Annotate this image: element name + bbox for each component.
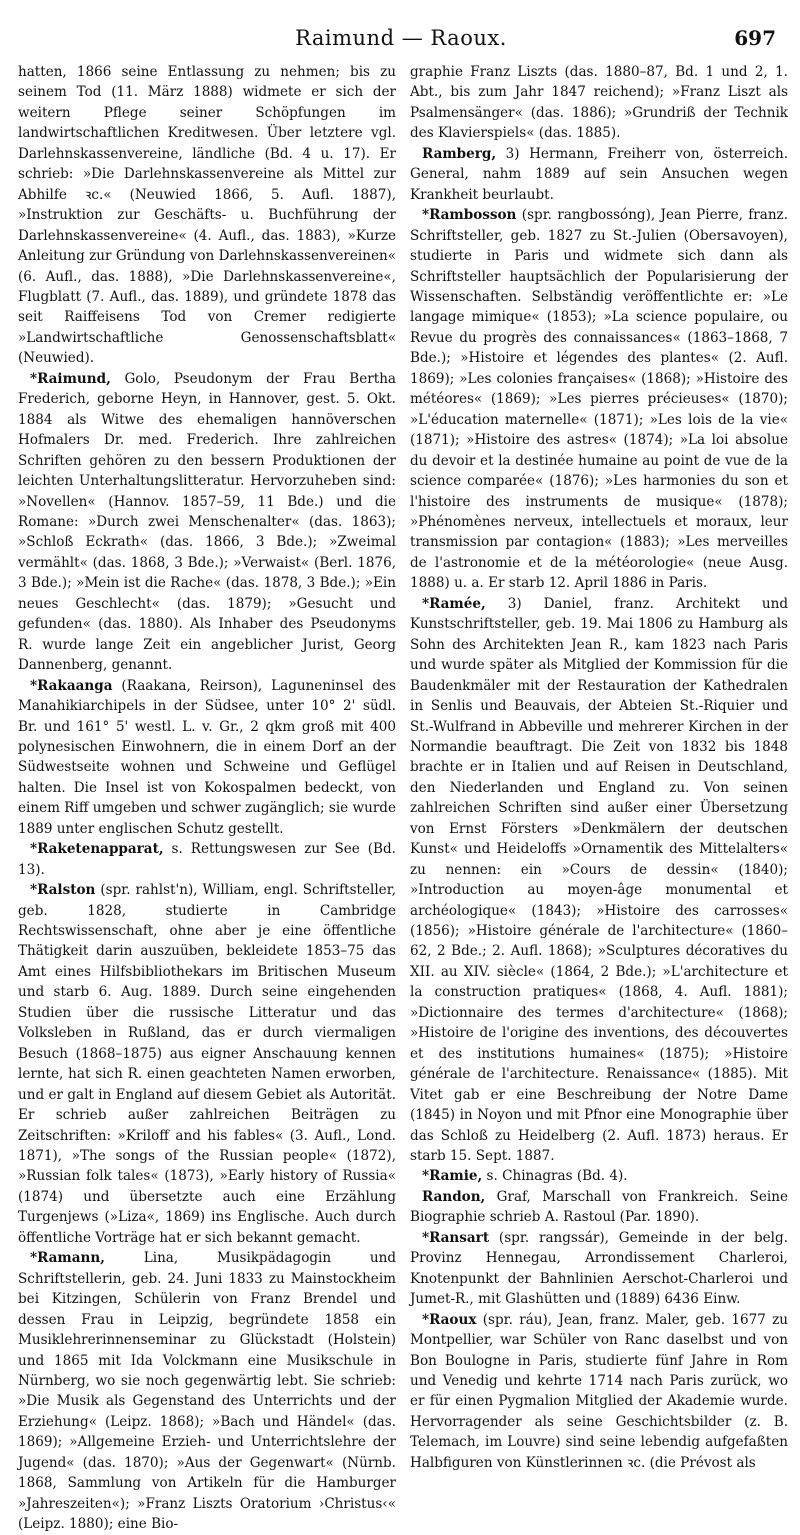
entry-raimund [18, 369, 396, 676]
entry-ramee [410, 594, 788, 1167]
entry-headword: Ramberg, [422, 145, 497, 162]
entry-text: s. Rettungswesen zur See (Bd. 13). [18, 841, 396, 878]
running-head [18, 14, 784, 50]
entry-text: (spr. rangssár), Gemeinde in der belg. Provinz Hennegau, Arrondissement Charleroi, Knotenpunkt der Bahnlinien Aerschot-Charleroi und Jumet-R., mit Glashütten und (1889) 6436 Einw. [410, 1229, 788, 1308]
entry-continuation: hatten, 1866 seine Entlassung zu nehmen; bis zu seinem Tod (11. März 1888) widmete er sich der weitern Pflege seiner Schöpfungen im landwirtschaftlichen Kreditwesen. Über letztere vgl. Darlehnskassenvereine, ländliche (Bd. 4 u. 17). Er schrieb: »Die Darlehnskassenvereine als Mittel zur Abhilfe ꝛc.« (Neuwied 1866, 5. Aufl. 1887), »Instruktion zur Geschäfts- u. Buchführung der Darlehnskassenvereine« (4. Aufl., das. 1883), »Kurze Anleitung zur Gründung von Darlehnskassenvereinen« (6. Aufl., das. 1888), »Die Darlehnskassenvereine«, Flugblatt (7. Aufl., das. 1889), und gründete 1878 das seit Raiffeisens Tod von Cremer redigierte »Landwirtschaftliche Genossenschaftsblatt« (Neuwied). [18, 64, 396, 367]
entry-raketenapparat [18, 839, 396, 880]
entry-text: (spr. ráu), Jean, franz. Maler, geb. 1677 zu Montpellier, war Schüler von Ranc daselbst und von Bon Boulogne in Paris, studierte fünf Jahre in Rom und Venedig und kehrte 1714 nach Paris zurück, wo er für einen Pygmalion Mitglied der Akademie wurde. Hervorragender als seine Geschichtsbilder (z. B. Telemach, im Louvre) sind seine lebendig aufgefaßten Halbfiguren von Künstlerinnen ꝛc. (die Prévost als [410, 1311, 788, 1471]
entry-headword: *Rambosson [422, 207, 517, 224]
entry-headword: *Ramie, [422, 1168, 483, 1185]
entry-ramie [410, 1166, 788, 1186]
entry-ralston [18, 880, 396, 1248]
entry-text: Golo, Pseudonym der Frau Bertha Frederich, geborne Heyn, in Hannover, gest. 5. Okt. 1884 als Witwe des ehemaligen hannöverschen Hofmalers Dr. med. Frederich. Ihre zahlreichen Schriften gehören zu den bessern Produktionen der leichten Unterhaltungslitteratur. Hervorzuheben sind: »Novellen« (Hannov. 1857–59, 11 Bde.) und die Romane: »Durch zwei Menschenalter« (das. 1863); »Schloß Eckrath« (das. 1866, 3 Bde.); »Zweimal vermählt« (das. 1868, 3 Bde.); »Verwaist« (Berl. 1876, 3 Bde.); »Mein ist die Rache« (das. 1878, 3 Bde.); »Ein neues Geschlecht« (das. 1879); »Gesucht und gefunden« (das. 1880). Als Inhaber des Pseudonyms R. wurde lange Zeit ein angeblicher Jurist, Georg Dannenberg, genannt. [18, 370, 396, 674]
entry-headword: *Raoux [422, 1311, 477, 1328]
entry-continuation: graphie Franz Liszts (das. 1880–87, Bd. 1 und 2, 1. Abt., bis zum Jahr 1847 reichend); »Franz Liszt als Psalmensänger« (das. 1886); »Grundriß der Technik des Klavierspiels« (das. 1885). [410, 64, 788, 142]
entry-ramberg [410, 144, 788, 205]
entry-headword: *Raimund, [30, 370, 111, 387]
entry-randon [410, 1187, 788, 1228]
entry-ramann [18, 1248, 396, 1534]
entry-text: 3) Hermann, Freiherr von, österreich. General, nahm 1889 auf sein Ansuchen wegen Krankheit beurlaubt. [410, 145, 788, 203]
entry-raoux [410, 1310, 788, 1474]
entry-headword: *Ramée, [422, 595, 486, 612]
entry-ransart [410, 1228, 788, 1310]
entry-text: Lina, Musikpädagogin und Schriftstellerin, geb. 24. Juni 1833 zu Mainstockheim bei Kitzingen, Schülerin von Franz Brendel und dessen Frau in Leipzig, begründete 1858 ein Musiklehrerinnenseminar zu Glückstadt (Holstein) und 1865 mit Ida Volckmann eine Musikschule in Nürnberg, wo sie noch gegenwärtig lebt. Sie schrieb: »Die Musik als Gegenstand des Unterrichts und der Erziehung« (Leipz. 1868); »Bach und Händel« (das. 1869); »Allgemeine Erzieh- und Unterrichtslehre der Jugend« (das. 1870); »Aus der Gegenwart« (Nürnb. 1868, Sammlung von Artikeln für die Hamburger »Jahreszeiten«); »Franz Liszts Oratorium ›Christus‹« (Leipz. 1880); eine Bio- [18, 1250, 396, 1533]
text-columns [18, 62, 788, 1533]
entry-text: (spr. rahlst'n), William, engl. Schriftsteller, geb. 1828, studierte in Cambridge Rechtswissenschaft, ohne aber je eine öffentliche Thätigkeit darin auszuüben, bekleidete 1853–75 das Amt eines Hilfsbibliothekars im Britischen Museum und starb 6. Aug. 1889. Durch seine eingehenden Studien über die russische Litteratur und das Volksleben in Rußland, das er durch viermaligen Besuch (1868–1875) aus eigner Anschauung kennen lernte, hat sich R. einen geachteten Namen erworben, und er galt in England auf diesem Gebiet als Autorität. Er schrieb außer zahlreichen Beiträgen zu Zeitschriften: »Kriloff and his fables« (3. Aufl., Lond. 1871), »The songs of the Russian people« (1872), »Russian folk tales« (1873), »Early history of Russia« (1874) und übersetzte auch eine Erzählung Turgenjews (»Liza«, 1869) ins Englische. Auch durch öffentliche Vorträge hat er sich bekannt gemacht. [18, 882, 396, 1246]
entry-headword: *Rakaanga [30, 677, 113, 694]
entry-headword: Randon, [422, 1188, 486, 1205]
left-column [18, 62, 396, 1533]
page-title: Raimund — Raoux. [295, 26, 507, 50]
entry-text: Graf, Marschall von Frankreich. Seine Biographie schrieb A. Rastoul (Par. 1890). [410, 1188, 788, 1226]
entry-rambosson [410, 205, 788, 594]
entry-text: s. Chinagras (Bd. 4). [482, 1168, 628, 1185]
right-column [410, 62, 788, 1471]
entry-headword: *Ransart [422, 1229, 490, 1246]
entry-headword: *Raketenapparat, [30, 841, 164, 858]
entry-rakaanga [18, 676, 396, 840]
entry-text: (Raakana, Reirson), Laguneninsel des Manahikiarchipels in der Südsee, unter 10° 2' südl. Br. und 161° 5' westl. L. v. Gr., 2 qkm groß mit 400 polynesischen Einwohnern, die in einem Dorf an der Südwestseite wohnen und Schweine und Geflügel halten. Die Insel ist von Kokospalmen bedeckt, von einem Riff umgeben und schwer zugänglich; sie wurde 1889 unter englischen Schutz gestellt. [18, 677, 396, 837]
entry-text: 3) Daniel, franz. Architekt und Kunstschriftsteller, geb. 19. Mai 1806 zu Hamburg als Sohn des Architekten Jean R., kam 1823 nach Paris und wurde später als Mitglied der Kommission für die Baudenkmäler mit der Restauration der Kathedralen in Senlis und Beauvais, der Abteien St.-Riquier und St.-Wulfrand in Abbeville und mehrerer Kirchen in der Normandie beauftragt. Die Zeit von 1832 bis 1848 brachte er in Italien und auf Reisen in Deutschland, den Niederlanden und England zu. Von seinen zahlreichen Schriften sind außer einer Übersetzung von Ernst Försters »Denkmälern der deutschen Kunst« und Heideloffs »Ornamentik des Mittelalters« zu nennen: ein »Cours de dessin« (1840); »Introduction au moyen-âge monumental et archéologique« (1843); »Histoire des carrosses« (1856); »Histoire générale de l'architecture« (1860–62, 2 Bde.; 2. Aufl. 1868); »Sculptures décoratives du XII. au XIV. siècle« (1864, 2 Bde.); »L'architecture et la construction pratiques« (1868, 4. Aufl. 1881); »Dictionnaire des termes d'architecture« (1868); »Histoire de l'origine des inventions, des découvertes et des institutions humaines« (1875); »Histoire générale de l'architecture. Renaissance« (1885). Mit Vitet gab er eine Beschreibung der Notre Dame (1845) in Noyon und mit Pfnor eine Monographie über das Schloß zu Heidelberg (2. Aufl. 1873) heraus. Er starb 15. Sept. 1887. [410, 595, 788, 1165]
entry-headword: *Ramann, [30, 1250, 105, 1267]
page-number: 697 [734, 26, 776, 50]
entry-text: (spr. rangbossóng), Jean Pierre, franz. Schriftsteller, geb. 1827 zu St.-Julien (Obersavoyen), studierte in Paris und widmete sich dann als Schriftsteller hauptsächlich der Popularisierung der Wissenschaften. Selbständig veröffentlichte er: »Le langage mimique« (1853); »La science populaire, ou Revue du progrès des connaissances« (1863–1868, 7 Bde.); »Histoire et légendes des plantes« (2. Aufl. 1869); »Les colonies françaises« (1868); »Histoire des météores« (1869); »Les pierres précieuses« (1870); »L'éducation maternelle« (1871); »Les lois de la vie« (1871); »Histoire des astres« (1874); »La loi absolue du devoir et la destinée humaine au point de vue de la science comparée« (1876); »Les harmonies du son et l'histoire des instruments de musique« (1878); »Phénomènes nerveux, intellectuels et moraux, leur transmission par contagion« (1883); »Les merveilles de l'astronomie et de la météorologie« (neue Ausg. 1888) u. a. Er starb 12. April 1886 in Paris. [410, 207, 788, 592]
entry-headword: *Ralston [30, 882, 96, 899]
